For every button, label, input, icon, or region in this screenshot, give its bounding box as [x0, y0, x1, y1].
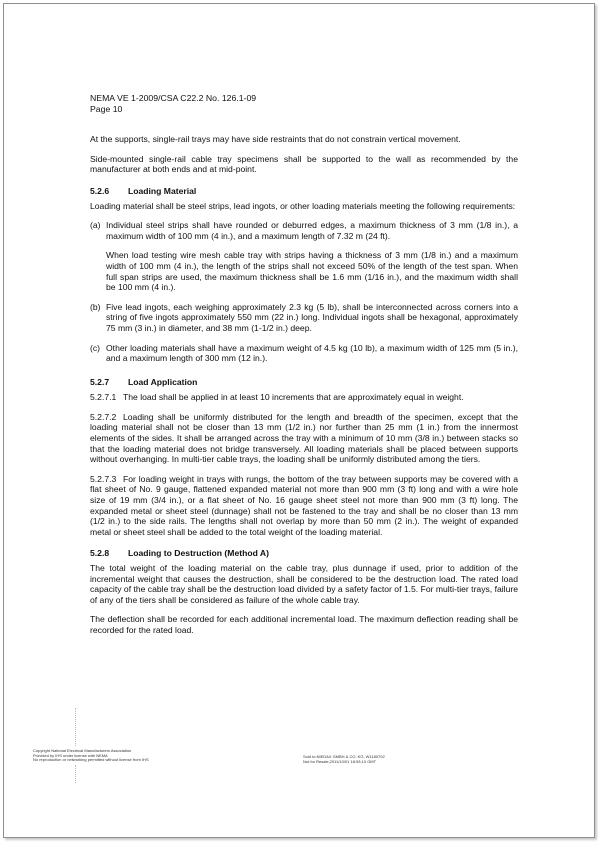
list-label: (b) — [90, 301, 101, 312]
paragraph: The deflection shall be recorded for each additional incremental load. The maximum deflection reading shall be recorded for the rated load. — [90, 614, 518, 635]
list-item-b — [90, 302, 518, 334]
list-item-a — [90, 220, 518, 241]
page-content — [90, 93, 518, 636]
section-heading-5-2-7 — [90, 377, 518, 388]
list-item-c — [90, 343, 518, 364]
subsection-text: For loading weight in trays with rungs, the bottom of the tray between supports may be covered with a flat sheet of No. 9 gauge, flattened expanded material not more than 900 mm (3 ft) long and with a wire hole size of 19 mm (3/4 in.), or a flat sheet of No. 16 gauge sheet steel not more than 900 mm (3 ft) long. The expanded metal or sheet steel (dunnage) shall not be fastened to the tray and shall be no closer than 13 mm (1/2 in.) to the side rails. The lengths shall not overlap by more than 50 mm (2 in.). The weight of expanded metal or sheet steel shall be added to the total weight of the loading material. — [90, 473, 518, 537]
section-heading-5-2-8 — [90, 548, 518, 559]
footer-line: Sold to:NIEDAX GMBH & CO. KG, W1180702 — [303, 754, 385, 759]
subsection-text: Loading shall be uniformly distributed for the length and breadth of the specimen, except that the loading material shall not be closer than 13 mm (1/2 in.) nor further than 25 mm (1 in.) from the innermost elements of the sides. It shall be arranged across the tray with a minimum of 10 mm (3/8 in.) between stacks so that the loading material does not bridge transversely. All loading materials shall be placed between supports without overhanging. In multi-tier cable trays, the loading shall be uniformly distributed among the tiers. — [90, 411, 518, 465]
subsection-5-2-7-3 — [90, 474, 518, 538]
paragraph: At the supports, single-rail trays may have side restraints that do not constrain vertical movement. — [90, 134, 461, 145]
paragraph: Loading material shall be steel strips, lead ingots, or other loading materials meeting the following requirements: — [90, 200, 516, 211]
subsection-5-2-7-1 — [90, 392, 518, 403]
copyright-footer — [33, 749, 149, 763]
section-number: 5.2.7 — [90, 376, 110, 387]
list-label: (c) — [90, 342, 101, 353]
footer-line: Provided by IHS under license with NEMA — [33, 752, 108, 758]
footer-line: Not for Resale,2011/10/01 18:53:10 GMT — [303, 758, 377, 764]
footer-line: No reproduction or networking permitted without license from IHS — [33, 757, 149, 763]
list-text: Other loading materials shall have a maximum weight of 4.5 kg (10 lb), a maximum width of 125 mm (5 in.), and a maximum length of 300 mm (12 in.). — [106, 342, 518, 364]
subsection-text: The load shall be applied in at least 10 increments that are approximately equal in weight. — [123, 392, 464, 403]
license-footer — [303, 755, 385, 764]
section-title: Loading to Destruction (Method A) — [128, 548, 269, 559]
page-number: Page 10 — [90, 103, 123, 114]
running-header — [90, 93, 518, 114]
subsection-5-2-7-2 — [90, 412, 518, 465]
footer-line: Copyright National Electrical Manufacturers Association — [33, 748, 132, 753]
subsection-number: 5.2.7.2 — [90, 411, 117, 422]
list-text: Individual steel strips shall have rounded or deburred edges, a maximum thickness of 3 mm (1/8 in.), a maximum width of 100 mm (4 in.), and a maximum length of 7.32 m (24 ft). — [106, 220, 518, 241]
paragraph: The total weight of the loading material on the cable tray, plus dunnage if used, prior to addition of the incremental weight that causes the destruction, shall be considered to be the destruction load. The rated load capacity of the cable tray shall be the destruction load divided by a safety factor of 1.5. For multi-tier trays, failure of any of the tiers shall be considered as failure of the whole cable tray. — [90, 563, 518, 605]
section-heading-5-2-6 — [90, 186, 518, 197]
subsection-number: 5.2.7.1 — [90, 392, 117, 403]
margin-dotted-rule — [75, 765, 77, 783]
section-title: Load Application — [128, 376, 198, 387]
list-label: (a) — [90, 220, 101, 231]
paragraph: Side-mounted single-rail cable tray specimens shall be supported to the wall as recommended by the manufacturer at both ends and at mid-point. — [90, 153, 518, 175]
list-text: Five lead ingots, each weighing approximately 2.3 kg (5 lb), shall be interconnected across corners into a string of five ingots approximately 550 mm (22 in.) long. Individual ingots shall be hexagonal, approximately 75 mm (3 in.) in diameter, and 38 mm (1-1/2 in.) deep. — [106, 301, 518, 333]
section-title: Loading Material — [128, 185, 197, 196]
section-number: 5.2.6 — [90, 185, 110, 196]
paragraph: When load testing wire mesh cable tray with strips having a thickness of 3 mm (1/8 in.) and a maximum width of 100 mm (4 in.), the length of the strips shall not exceed 50% of the length of the test span. When full span strips are used, the maximum thickness shall be 1.6 mm (1/16 in.), and the maximum width shall be 100 mm (4 in.). — [106, 250, 518, 293]
standard-title: NEMA VE 1-2009/CSA C22.2 No. 126.1-09 — [90, 93, 257, 103]
margin-dotted-rule — [75, 708, 77, 746]
section-number: 5.2.8 — [90, 548, 110, 559]
subsection-number: 5.2.7.3 — [90, 473, 117, 484]
